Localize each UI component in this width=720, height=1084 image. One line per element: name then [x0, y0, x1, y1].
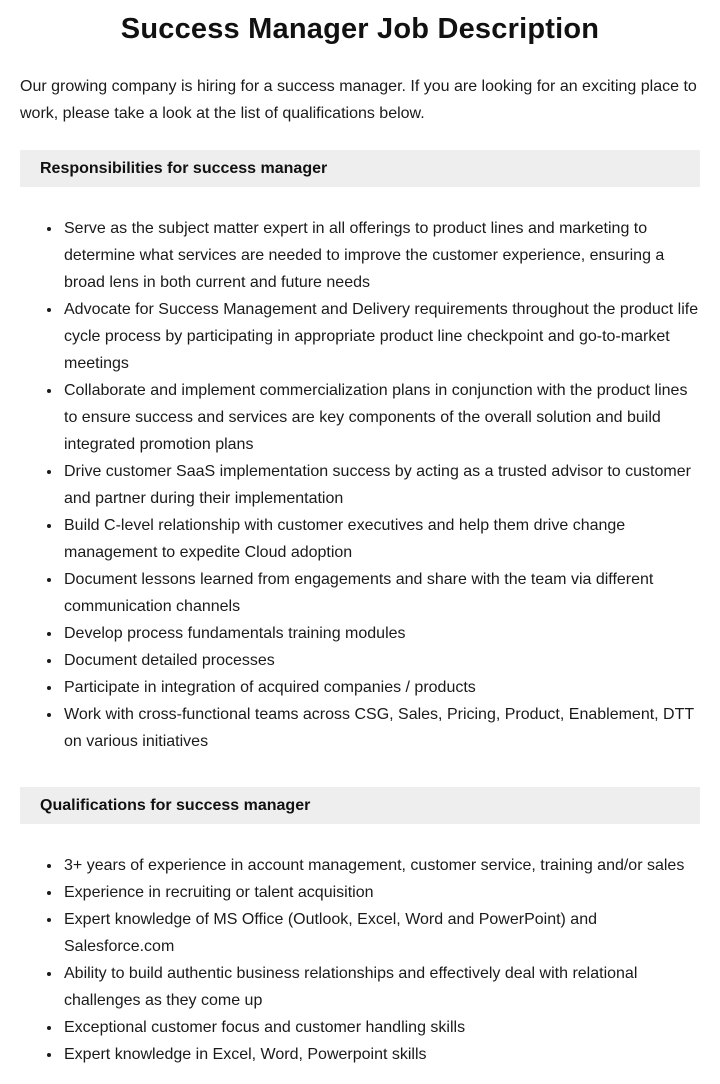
page-title: Success Manager Job Description — [120, 13, 600, 45]
section-heading-label: Qualifications for success manager — [40, 796, 311, 814]
list-item: • Drive customer SaaS implementation success by acting as a trusted advisor to customer and partner during their implementation — [62, 458, 700, 512]
list-item: • Expert knowledge in Excel, Word, Powerpoint skills — [62, 1041, 700, 1068]
section-heading-qualifications — [20, 787, 700, 824]
list-item: • Advocate for Success Management and Delivery requirements throughout the product life cycle process by participating in appropriate product line checkpoint and go-to-market meetings — [62, 296, 700, 377]
section-heading-responsibilities — [20, 150, 700, 187]
list-item: • Participate in integration of acquired companies / products — [62, 674, 700, 701]
qualifications-list — [20, 852, 700, 1068]
intro-paragraph: Our growing company is hiring for a success manager. If you are looking for an exciting place to work, please take a look at the list of qualifications below. — [20, 77, 697, 122]
list-item: • Expert knowledge of MS Office (Outlook, Excel, Word and PowerPoint) and Salesforce.com — [62, 906, 700, 960]
list-item: • 3+ years of experience in account management, customer service, training and/or sales — [62, 852, 700, 879]
list-item: • Experience in recruiting or talent acquisition — [62, 879, 700, 906]
list-item: • Work with cross-functional teams across CSG, Sales, Pricing, Product, Enablement, DTT on various initiatives — [62, 701, 700, 755]
list-item: • Develop process fundamentals training modules — [62, 620, 700, 647]
list-item: • Document lessons learned from engagements and share with the team via different communication channels — [62, 566, 700, 620]
list-item: • Build C-level relationship with customer executives and help them drive change management to expedite Cloud adoption — [62, 512, 700, 566]
list-item: • Collaborate and implement commercialization plans in conjunction with the product lines to ensure success and services are key components of the overall solution and build integrated promotion plans — [62, 377, 700, 458]
list-item: • Ability to build authentic business relationships and effectively deal with relational challenges as they come up — [62, 960, 700, 1014]
list-item: • Serve as the subject matter expert in all offerings to product lines and marketing to determine what services are needed to improve the customer experience, ensuring a broad lens in both current and future needs — [62, 215, 700, 296]
list-item: • Exceptional customer focus and customer handling skills — [62, 1014, 700, 1041]
list-item: • Document detailed processes — [62, 647, 700, 674]
responsibilities-list — [20, 215, 700, 755]
section-heading-label: Responsibilities for success manager — [40, 159, 328, 177]
